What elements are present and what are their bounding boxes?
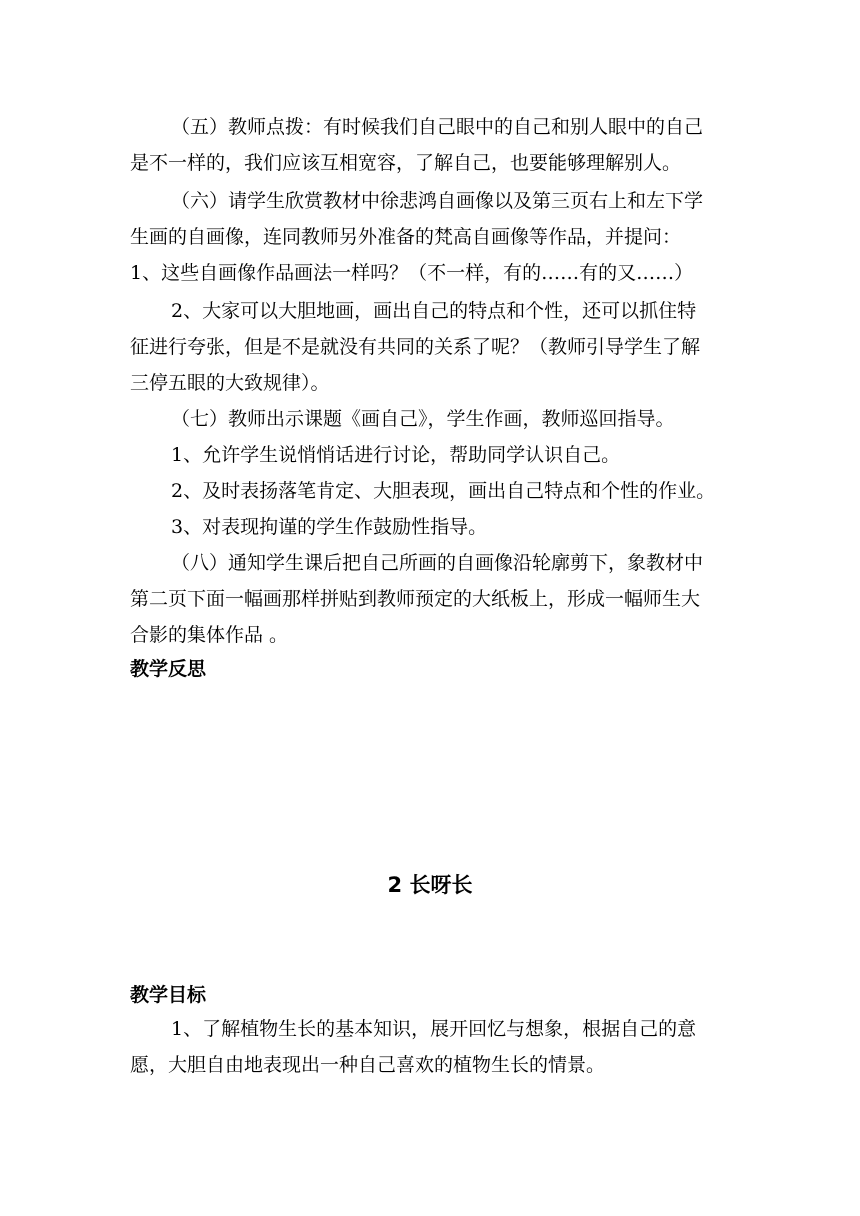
question-2-line-2: 征进行夸张，但是不是就没有共同的关系了呢？（教师引导学生了解	[130, 336, 701, 358]
question-2-line-1: 2、大家可以大胆地画，画出自己的特点和个性，还可以抓住特	[171, 300, 697, 322]
paragraph-7: （七）教师出示课题《画自己》，学生作画，教师巡回指导。	[171, 408, 675, 430]
paragraph-8-line-2: 第二页下面一幅画那样拼贴到教师预定的大纸板上，形成一幅师生大	[130, 588, 701, 610]
paragraph-5-line-1: （五）教师点拨：有时候我们自己眼中的自己和别人眼中的自己	[171, 116, 704, 138]
paragraph-6-line-2: 生画的自画像，连同教师另外准备的梵高自画像等作品，并提问：	[130, 226, 682, 248]
paragraph-8-line-3: 合影的集体作品 。	[130, 624, 289, 646]
objectives-heading: 教学目标	[130, 984, 207, 1006]
objective-1-line-2: 愿，大胆自由地表现出一种自己喜欢的植物生长的情景。	[130, 1054, 606, 1076]
paragraph-7-item-1: 1、允许学生说悄悄话进行讨论，帮助同学认识自己。	[171, 444, 621, 466]
paragraph-8-line-1: （八）通知学生课后把自己所画的自画像沿轮廓剪下，象教材中	[171, 552, 704, 574]
paragraph-7-item-2: 2、及时表扬落笔肯定、大胆表现，画出自己特点和个性的作业。	[171, 480, 716, 502]
reflection-heading: 教学反思	[130, 658, 207, 680]
question-2-line-3: 三停五眼的大致规律）。	[130, 372, 330, 394]
question-1: 1、这些自画像作品画法一样吗？（不一样，有的……有的又……）	[130, 262, 694, 284]
objective-1-line-1: 1、了解植物生长的基本知识，展开回忆与想象，根据自己的意	[171, 1018, 697, 1040]
paragraph-6-line-1: （六）请学生欣赏教材中徐悲鸿自画像以及第三页右上和左下学	[171, 190, 704, 212]
paragraph-7-item-3: 3、对表现拘谨的学生作鼓励性指导。	[171, 516, 488, 538]
paragraph-5-line-2: 是不一样的，我们应该互相宽容，了解自己，也要能够理解别人。	[130, 152, 682, 174]
lesson-title: 2 长呀长	[387, 873, 473, 897]
